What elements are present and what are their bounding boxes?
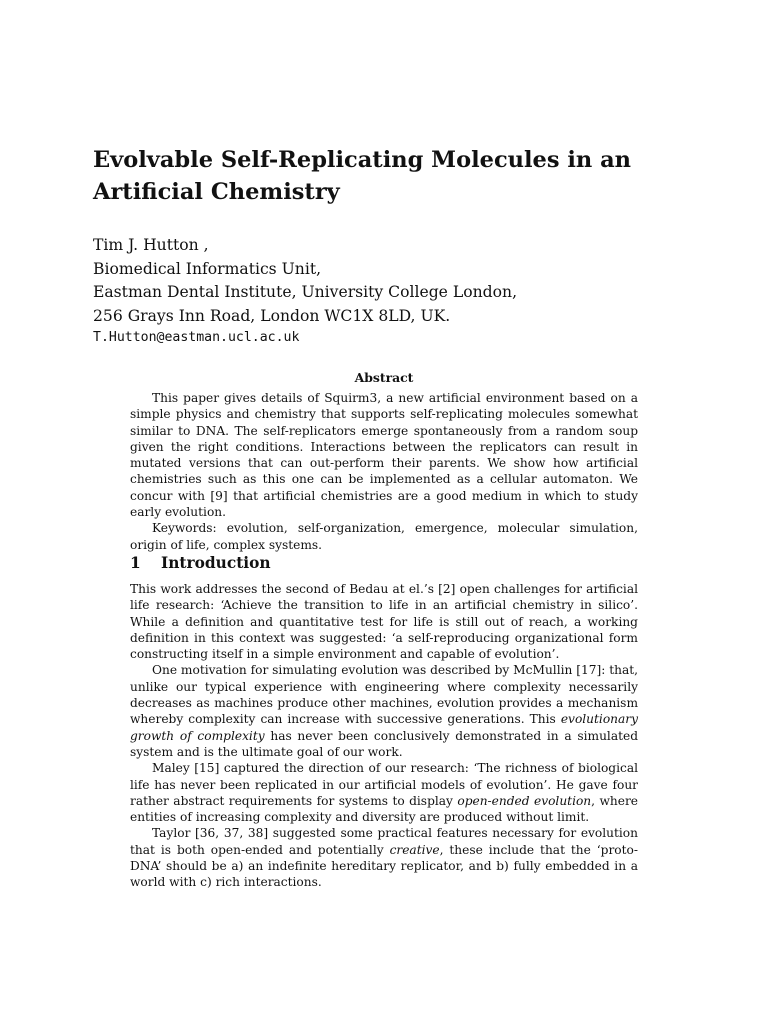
introduction-body — [130, 581, 638, 891]
abstract — [130, 390, 638, 553]
author-block — [93, 234, 693, 348]
paragraph-text: Maley [15] captured the direction of our research: ‘The richness of biological life has never been replicated in our artificial models of evolution’. He gave four rather abstract requirements for systems to display — [130, 761, 638, 808]
section-heading — [130, 552, 638, 574]
section-title: Introduction — [161, 554, 271, 572]
author-email: T.Hutton@eastman.ucl.ac.uk — [93, 330, 300, 345]
emphasis-text: open-ended evolution — [457, 793, 592, 808]
section-number: 1 — [130, 554, 141, 572]
intro-paragraph-3 — [130, 760, 638, 825]
paragraph-text: Taylor [36, 37, 38] suggested some practical features necessary for evolution that is both open-ended and potentially — [130, 826, 638, 857]
emphasis-text: creative — [389, 842, 440, 857]
paragraph-text: , where entities of increasing complexity and diversity are produced without limit. — [130, 793, 638, 825]
abstract-keywords: Keywords: evolution, self-organization, emergence, molecular simulation, origin of life, complex systems. — [130, 521, 638, 552]
paragraph-text: One motivation for simulating evolution was described by McMullin [17]: that, unlike our typical experience with engineering where complexity necessarily decreases as machines produce other machines, evolution provides a mechanism whereby complexity can increase with successive generations. This — [130, 663, 638, 727]
abstract-text: This paper gives details of Squirm3, a new artificial environment based on a simple physics and chemistry that supports self-replicating molecules somewhat similar to DNA. The self-replicators emerge spontaneously from a random soup given the right conditions. Interactions between the replicators can result in mutated versions that can out-perform their parents. We show how artificial chemistries such as this one can be implemented as a cellular automaton. We concur with [9] that artificial chemistries are a good medium in which to study early evolution. — [130, 391, 638, 520]
intro-paragraph-4 — [130, 825, 638, 890]
emphasis-text: evolutionary growth of complexity — [130, 712, 638, 743]
paragraph-text: , these include that the ‘proto-DNA’ should be a) an indefinite hereditary replicator, and b) fully embedded in a world with c) rich interactions. — [130, 842, 638, 890]
abstract-heading: Abstract — [354, 370, 414, 385]
author-name: Tim J. Hutton , — [93, 236, 209, 254]
author-affiliation-unit: Biomedical Informatics Unit, — [93, 259, 322, 278]
intro-paragraph-2 — [130, 662, 638, 760]
intro-paragraph-1: This work addresses the second of Bedau at el.’s [2] open challenges for artificial life research: ‘Achieve the transition to life in an artificial chemistry in silico’. While a definition and quantitative test for life is still out of reach, a working definition in this context was suggested: ‘a self-reproducing organizational form constructing itself in a simple environment and capable of evolution’. — [130, 582, 638, 662]
author-affiliation-institute: Eastman Dental Institute, University College London, — [93, 283, 518, 301]
paragraph-text: has never been conclusively demonstrated in a simulated system and is the ultimate goal of our work. — [130, 728, 638, 759]
author-address: 256 Grays Inn Road, London WC1X 8LD, UK. — [93, 306, 451, 325]
paper-title: Evolvable Self-Replicating Molecules in an Artificial Chemistry — [93, 147, 632, 205]
